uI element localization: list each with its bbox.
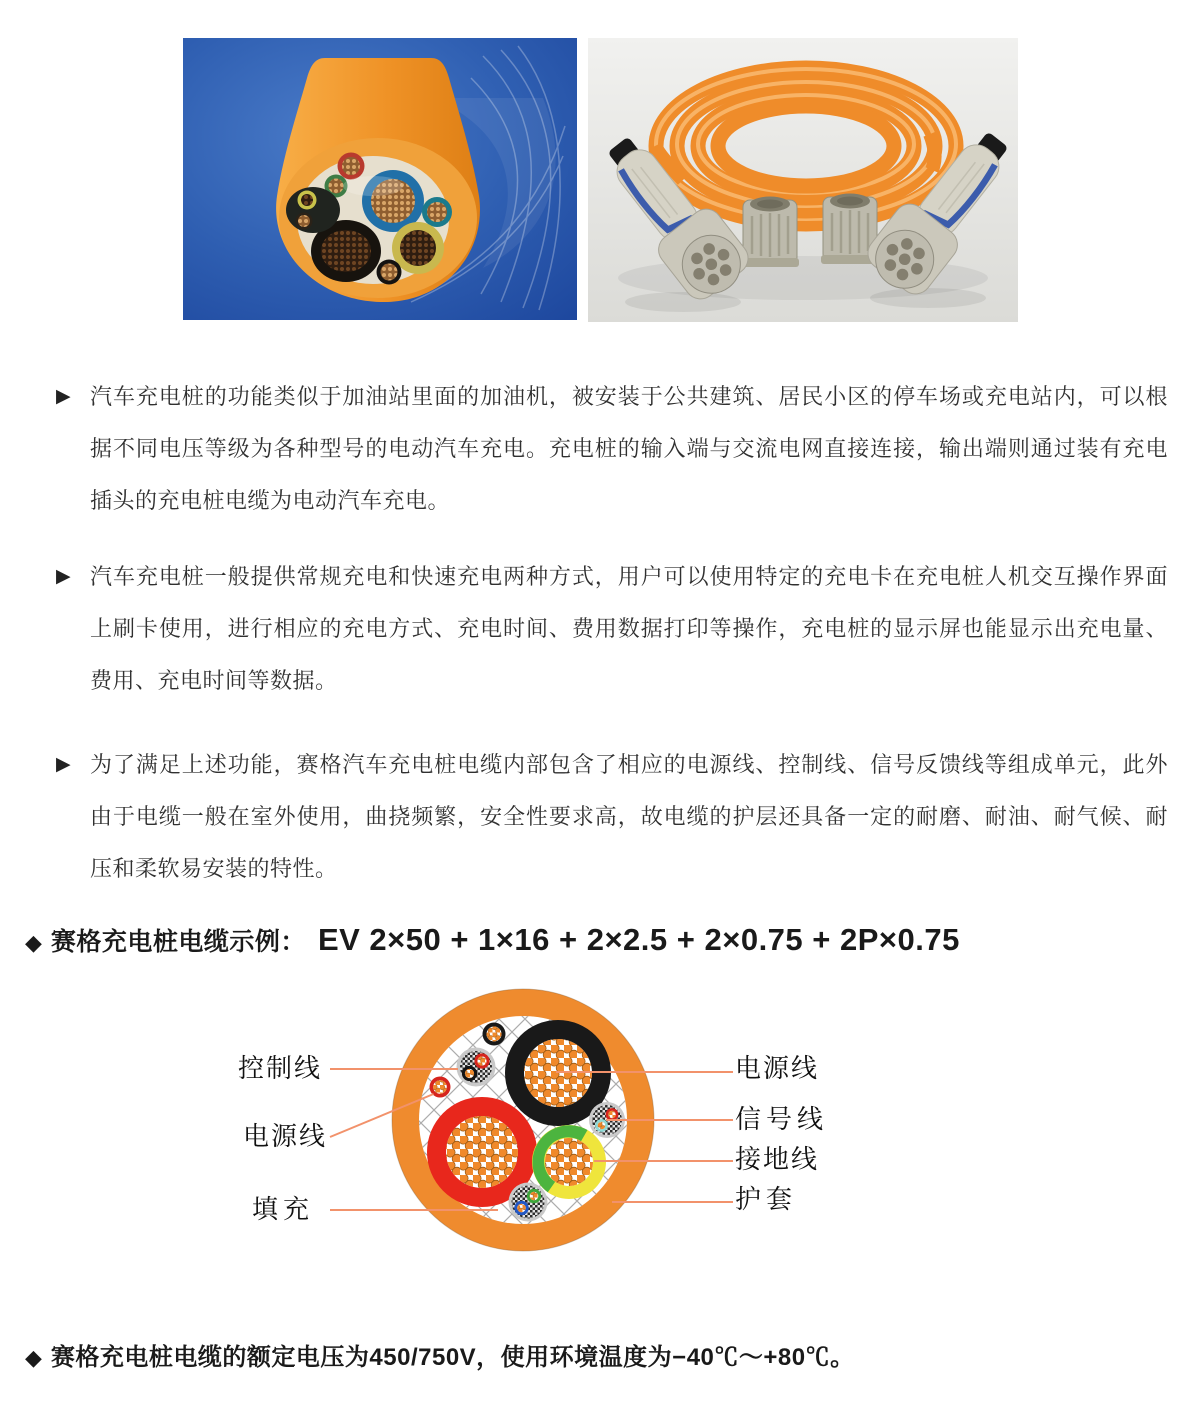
- triangle-bullet-icon: ▶: [56, 566, 71, 587]
- label-sheath: 护套: [735, 1185, 798, 1214]
- connector-cap-left: [741, 197, 799, 268]
- control-pair-shielded: [457, 1048, 496, 1087]
- photo-charging-cable-product: [588, 38, 1018, 322]
- label-signal-line: 信号线: [735, 1105, 829, 1134]
- triangle-bullet-icon: ▶: [56, 386, 71, 407]
- diamond-bullet-icon: ◆: [25, 1345, 42, 1370]
- cable-spec-formula: EV 2×50 + 1×16 + 2×2.5 + 2×0.75 + 2P×0.75: [317, 922, 960, 957]
- example-label: 赛格充电桩电缆示例：: [50, 928, 306, 956]
- aux-core-black-small: [483, 1023, 506, 1046]
- label-filling: 填充: [252, 1195, 315, 1224]
- label-control-line: 控制线: [238, 1054, 323, 1083]
- paragraph-text: 汽车充电桩的功能类似于加油站里面的加油机，被安装于公共建筑、居民小区的停车场或充电站内，可以根据不同电压等级为各种型号的电动汽车充电。充电桩的输入端与交流电网直接连接，输出端则通过装有充电插头的充电桩电缆为电动汽车充电。: [90, 384, 1168, 513]
- triangle-bullet-icon: ▶: [56, 754, 71, 775]
- paragraph-text: 为了满足上述功能，赛格汽车充电桩电缆内部包含了相应的电源线、控制线、信号反馈线等组成单元，此外由于电缆一般在室外使用，曲挠频繁，安全性要求高，故电缆的护层还具备一定的耐磨、耐油、耐气候、耐压和柔软易安装的特性。: [90, 752, 1168, 881]
- paragraph-text: 汽车充电桩一般提供常规充电和快速充电两种方式，用户可以使用特定的充电卡在充电桩人机交互操作界面上刷卡使用，进行相应的充电方式、充电时间、费用数据打印等操作，充电桩的显示屏也能显示出充电量、费用、充电时间等数据。: [90, 564, 1168, 693]
- diamond-bullet-icon: ◆: [25, 930, 42, 955]
- label-power-line-right: 电源线: [735, 1054, 820, 1083]
- cable-example-heading: [25, 922, 960, 958]
- cable-cross-section-art: [183, 38, 577, 320]
- voltage-spec-note: [25, 1337, 855, 1372]
- charging-cable-art: [588, 38, 1018, 322]
- label-ground-line: 接地线: [735, 1145, 820, 1174]
- label-power-line-left: 电源线: [243, 1122, 328, 1151]
- paragraph-1: [56, 371, 1168, 527]
- feedback-pair-shielded: [509, 1183, 548, 1222]
- spec-text: 赛格充电桩电缆的额定电压为450/750V，使用环境温度为−40℃～+80℃。: [50, 1344, 855, 1371]
- paragraph-2: [56, 551, 1168, 707]
- paragraph-3: [56, 739, 1168, 895]
- photo-cable-cross-section: [183, 38, 577, 320]
- intro-paragraphs: [56, 371, 1168, 895]
